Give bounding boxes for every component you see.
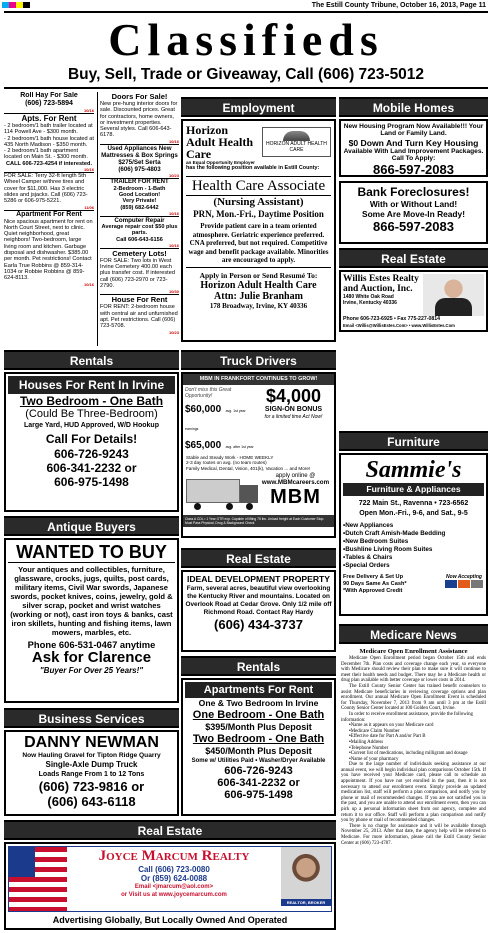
houses-for-rent-ad	[4, 372, 179, 512]
position-sub: (Nursing Assistant)	[213, 196, 304, 209]
wanted-phone: Phone 606-531-0467 anytime	[27, 639, 156, 650]
willis-name: Willis Estes Realty and Auction, Inc.	[343, 274, 419, 294]
mbm-pay1-row	[185, 399, 255, 435]
marcum-or: Or (859) 624-0088	[140, 874, 208, 883]
apts-title: Apts. For Rent	[21, 114, 77, 123]
apply-attn: Attn: Julie Branham	[214, 291, 303, 303]
mbm-apply: apply online @	[275, 473, 316, 480]
apartments-phone: 606-975-1498	[224, 789, 293, 801]
one-price: $395/Month Plus Deposit	[205, 722, 312, 732]
marcum-center	[67, 847, 281, 911]
cmyk-swatch	[2, 2, 30, 8]
houses-line3: Large Yard, HUD Approved, W/D Hookup	[24, 422, 159, 429]
apartments-for-rent-ad	[181, 678, 336, 816]
classifieds-left	[4, 92, 94, 346]
mbm-pay1-sub: avg. 1st year earnings	[185, 409, 246, 431]
trailer-line: Very Private!	[122, 198, 157, 205]
willis-row	[343, 274, 484, 316]
apartments-phone: 606-341-2232 or	[217, 777, 300, 789]
horizon-emblem-text: HORIZON ADULT HEALTH CARE	[266, 141, 327, 153]
horizon-logo: Horizon Adult Health Care	[186, 123, 254, 161]
truck-image	[186, 473, 260, 513]
doors-code: 10/16	[168, 138, 179, 144]
apts-line: - 2 bedroom/1 bath house located at 435 North Madison - $350 month.	[4, 135, 94, 148]
sammies-sub: Furniture & Appliances	[343, 483, 484, 496]
real-estate-bar-bottom: Real Estate	[4, 820, 336, 840]
broker-label: REALTOR, BROKER	[281, 899, 331, 906]
computer-title: Computer Repair	[114, 216, 165, 224]
horizon-logo-row	[186, 124, 331, 160]
mbm-truck-row	[183, 471, 334, 515]
employment-ad	[181, 119, 336, 342]
one-bed: One Bedroom - One Bath	[192, 709, 325, 721]
willis-text	[343, 274, 423, 316]
houses-line1: Two Bedroom - One Bath	[19, 394, 164, 408]
sammies-cash: 90 Days Same As Cash*	[343, 581, 407, 587]
trailer-line: 2-Bedroom - 1-Bath	[113, 185, 166, 192]
truck-drivers-bar: Truck Drivers	[181, 350, 336, 370]
wanted-to-buy-ad	[4, 538, 179, 703]
marcum-top	[8, 846, 332, 912]
cemetery-code: 10/30	[168, 289, 179, 295]
computer-code: 10/16	[168, 242, 179, 248]
apartment-title: Apartment For Rent	[16, 210, 82, 218]
medicare-title: Medicare Open Enrollment Assistance	[359, 648, 468, 655]
hay-code: 10/16	[83, 108, 94, 113]
house-code: 10/23	[168, 329, 179, 335]
medicare-list-item: • Name of your pharmacy	[349, 757, 486, 763]
newman-line3: Loads Range From 1 to 12 Tons	[38, 771, 145, 778]
mbm-left	[185, 387, 255, 453]
mobile-line2: Available With Land Improvement Packages. Call To Apply:	[343, 147, 484, 163]
mobile-phone: 866-597-2083	[373, 161, 454, 177]
houses-line2: (Could Be Three-Bedroom)	[25, 408, 158, 420]
antique-buyers-bar: Antique Buyers	[4, 516, 179, 536]
two-price: $450/Month Plus Deposit	[205, 746, 312, 756]
wheel-shape	[226, 503, 233, 510]
position-title: Health Care Associate	[186, 176, 331, 196]
mbm-banner: MBM IN FRANKFORT CONTINUES TO GROW!	[183, 374, 334, 385]
visa-card-icon	[445, 580, 457, 588]
mbm-pay2-row	[185, 435, 255, 453]
mbm-ad	[181, 372, 336, 538]
apartments-phone: 606-726-9243	[224, 765, 293, 777]
newman-phone2: (606) 643-6118	[47, 794, 136, 809]
sammies-hours: Open Mon.-Fri., 9-6, and Sat., 9-5	[359, 510, 468, 517]
mbm-act: for a limited time Act Now!	[264, 414, 323, 420]
cab-shape	[240, 485, 258, 503]
furniture-bar: Furniture	[339, 431, 488, 451]
houses-phone: 606-341-2232 or	[46, 461, 137, 475]
mbm-bonus-amt: $4,000	[265, 386, 322, 406]
wanted-quote: "Buyer For Over 25 Years!"	[39, 666, 144, 675]
mbm-bullets	[183, 455, 334, 471]
mastercard-icon	[458, 580, 470, 588]
sammies-delivery: Free Delivery & Set Up	[343, 574, 404, 580]
suit-shape	[435, 298, 472, 316]
sammies-footer-text	[343, 574, 444, 595]
wanted-title: WANTED TO BUY	[8, 542, 175, 563]
marcum-photo-block	[281, 847, 331, 911]
employment-desc: Provide patient care in a team oriented atmosphere. Geriatric experience preferred. CNA preferred, but not required. Competitive wage and benefit package available. Minorities are encouraged to apply.	[188, 222, 329, 265]
employment-bar: Employment	[181, 97, 336, 117]
rentals-bar-mid: Rentals	[181, 656, 336, 676]
hay-phone: (606) 723-5894	[25, 100, 73, 107]
medicare-p1: Medicare Open Enrollment period began October 15th and ends December 7th. Plan costs and coverage change each year, so everyone with Medicare should review their plan to make sure it will continue to meet their health needs and budget. There may be a Medicare health or drug plan available with better coverage or lower costs in 2014.	[341, 656, 486, 684]
mbm-pay2-sub: avg. after 1st year	[225, 445, 254, 449]
trailer-code: 10/16	[168, 210, 179, 216]
doors-title: Doors For Sale!	[111, 92, 168, 101]
ideal-property-ad	[181, 570, 336, 652]
header-bottom-rule	[4, 87, 488, 89]
bank-ad	[339, 181, 488, 244]
apts-line: - 2 bedroom/1 bath trailer located at 114 Powell Ave - $300 month.	[4, 123, 93, 136]
wanted-text: Your antiques and collectibles, furniture, glassware, crocks, jugs, quilts, post cards, military items, Civil War swords, Japanese swords, pocket knives, coins, jewelry, gold & silver scrap, pocket and wrist watches (working or not), cast iron toys & banks, cast iron skillets, hunting and fishing items, lawn mowers, marbles, etc.	[10, 565, 173, 637]
bank-phone: 866-597-2083	[373, 219, 454, 234]
newman-line1: Now Hauling Gravel for Tipton Ridge Quarry	[22, 752, 161, 759]
sammies-item: • Tables & Chairs	[343, 554, 484, 562]
two-bed: Two Bedroom - One Bath	[192, 733, 325, 745]
apts-code: 10/16	[83, 167, 94, 173]
appliances-code: 10/23	[168, 172, 179, 178]
property-phone: (606) 434-3737	[214, 617, 303, 632]
cards-block	[444, 574, 484, 595]
danny-newman-ad	[4, 730, 179, 816]
cemetery-title: Cemetery Lots!	[112, 248, 167, 258]
wanted-ask: Ask for Clarence	[31, 649, 152, 666]
willis-address1: 1480 White Oak Road	[343, 294, 394, 300]
willis-address2: Irvine, Kentucky 40336	[343, 300, 397, 306]
wheel-shape	[246, 503, 253, 510]
apts-line: - 2 bedroom/1 bath apartment located on Main St. - $300 month.	[4, 148, 88, 161]
newman-line2: Single-Axle Dump Truck	[45, 760, 138, 769]
sammies-address: 722 Main St., Ravenna • 723-6562	[358, 500, 469, 507]
property-title: IDEAL DEVELOPMENT PROPERTY	[186, 574, 331, 584]
mbm-bullet: Family Medical, Dental, Vision, 401(k), Vacation ... and More!	[186, 465, 311, 471]
computer-line: Average repair cost $50 plus parts.	[101, 223, 178, 237]
business-services-bar: Business Services	[4, 708, 179, 728]
mbm-apply-block	[260, 473, 331, 508]
joyce-marcum-ad	[4, 842, 336, 930]
eoe-text: an Equal Opportunity Employer	[186, 160, 255, 165]
mbm-pay2: $65,000	[185, 440, 222, 451]
apply-address: 178 Broadway, Irvine, KY 40336	[209, 302, 308, 311]
page-title: Classifieds	[108, 14, 384, 65]
cemetery-text: FOR SALE: Two lots in West Irvine Cemetery 400.00 each plus transfer cost. If interested call (606) 723-2970 or 723-2790.	[100, 257, 175, 290]
medicare-news-bar: Medicare News	[339, 624, 488, 644]
mobile-homes-ad	[339, 119, 488, 177]
apts-call: CALL 606-723-4254 if interested.	[5, 160, 92, 167]
rentals-bar-left: Rentals	[4, 350, 179, 370]
bank-title: Bank Foreclosures!	[357, 185, 470, 199]
realtor-photo	[423, 274, 484, 316]
apartment-text: Nice spacious apartment for rent on North Court Street, next to clinic. Quiet neighborhood, great neighbors! Two-bedroom, large living room and kitchen. Garbage disposal and dishwasher. $385.00 per month. Pet restrictions! Contact Earla True Robbins @ 859-314-1034 or Robbie Robbins @ 859-624-8113.	[4, 218, 93, 282]
apartments-banner: Apartments For Rent	[185, 682, 332, 698]
horizon-emblem	[262, 127, 331, 157]
willis-estes-ad	[339, 270, 488, 332]
real-estate-bar-right: Real Estate	[339, 248, 488, 268]
mobile-homes-bar: Mobile Homes	[339, 97, 488, 117]
apply-line: Apply in Person or Send Resumé To:	[199, 271, 318, 281]
trailer-title: TRAILER FOR RENT	[110, 178, 169, 185]
header-top-rule	[4, 11, 488, 13]
mobile-headline: $0 Down And Turn Key Housing	[348, 137, 479, 148]
apartments-sub: One & Two Bedroom In Irvine	[198, 698, 319, 708]
appliances-price: $275/Set Serta	[118, 158, 161, 166]
sammies-items	[343, 522, 484, 570]
real-estate-bar-mid: Real Estate	[181, 548, 336, 568]
medicare-list-item: • Current list of medications, including milligram and dosage	[349, 751, 486, 757]
mbm-logo: MBM	[270, 486, 321, 509]
marcum-name: Joyce Marcum Realty	[98, 848, 250, 864]
sammies-item: • Special Orders	[343, 562, 484, 570]
sammies-ad	[339, 453, 488, 616]
trailer-line: (859) 682-6442	[120, 204, 159, 211]
apartment-code: 10/16	[83, 281, 94, 287]
sammies-item: • New Appliances	[343, 522, 484, 530]
discover-card-icon	[471, 580, 483, 588]
card-icons	[444, 580, 484, 588]
property-text: Farm, several acres, beautiful view overlooking the Kentucky River and mountains. Located on Overlook Road at Cedar Grove. Only 1/2 mile off Richmond Road. Contact Ray Hardy	[185, 585, 332, 616]
mbm-fine: Class A CDL • 1 Year OTR exp. Capable of lifting 75 lbs. Unload freight at Each Customer Stop. Must Pass Physical, Drug & Background Check	[183, 515, 334, 527]
medicare-p3: In order to receive enrollment assistance, provide the following information:	[341, 711, 473, 723]
sammies-item: • Bushline Living Room Suites	[343, 546, 484, 554]
doors-text: New pre-hung interior doors for sale. Discounted prices. Great for contractors, home owners, or investment properties. Several styles. Call 606-643-6178.	[100, 101, 178, 139]
houses-banner: Houses For Rent In Irvine	[8, 376, 175, 394]
employment-tagline: has the following position available in Estill County:	[186, 165, 320, 172]
mbm-bonus: SIGN-ON BONUS	[264, 406, 323, 413]
bank-line2: Some Are Move-In Ready!	[361, 209, 465, 219]
mbm-pay1: $60,000	[185, 404, 222, 415]
medicare-list-item: • Telephone Number	[349, 746, 486, 752]
houses-phone: 606-975-1498	[54, 475, 129, 489]
apply-company: Horizon Adult Health Care	[200, 280, 317, 292]
classifieds-mid	[97, 92, 179, 346]
wheel-shape	[194, 503, 201, 510]
flag-icon	[9, 847, 67, 911]
computer-line: Call 606-643-6156	[116, 236, 163, 243]
medicare-list-item: • Name as it appears on your Medicare card	[349, 723, 486, 729]
mbm-miss: Don't miss this Great Opportunity!	[185, 387, 232, 399]
mbm-bullet: Stable and Steady Work - HOME WEEKLY	[186, 455, 274, 460]
willis-phone: Phone 606-723-6925 • Fax 775-227-0814	[343, 316, 440, 322]
medicare-list-item: • Medicare Claim Number	[349, 729, 486, 735]
mbm-bullet: 2-3 day routes on avg. (no team routes)	[186, 460, 267, 466]
sammies-name: Sammie's	[365, 457, 462, 483]
houses-details: Call For Details!	[45, 432, 138, 446]
newman-phone: (606) 723-9816 or	[38, 779, 145, 794]
camper-text: FOR SALE: Terry 32-ft length 5th Wheel Camper w/three tires and cover for $11,000. Has 3 electric slides and jsjacks. Call (606) 723-5286 or 606-975-5221.	[4, 173, 88, 205]
bank-line1: With or Without Land!	[369, 199, 458, 209]
newman-name: DANNY NEWMAN	[24, 734, 159, 751]
medicare-p5: There is no charge for assistance and it will be available through November 25, 2013. After that date, the agency help will be referred to Medicare. For more information, please call the Estill County Senior Center at (606) 723-4787.	[341, 823, 486, 846]
mbm-top-row	[183, 385, 334, 455]
camper-code: 11/06	[84, 204, 94, 210]
marcum-email: Email <jmarcum@aol.com>	[134, 884, 214, 890]
broker-photo	[281, 847, 331, 899]
house-title: House For Rent	[111, 295, 168, 305]
sammies-item: • Dutch Craft Amish-Made Bedding	[343, 530, 484, 538]
marcum-call: Call (606) 723-0080	[138, 865, 210, 874]
trailer-line: Good Location!	[118, 192, 161, 199]
accepting-text: Now Accepting	[446, 574, 482, 580]
willis-email: Email <Willis@WillisEstes.Com> • www.WillisEstes.Com	[343, 323, 455, 328]
marcum-tag: Advertising Globally, But Locally Owned And Operated	[52, 915, 288, 925]
position-hours: PRN, Mon.-Fri., Daytime Position	[193, 209, 324, 220]
medicare-list-item: • Mailing Address	[349, 740, 486, 746]
mbm-url: www.MBMcareers.com	[261, 479, 330, 487]
flag-canton	[9, 847, 35, 877]
houses-phone: 606-726-9243	[54, 447, 129, 461]
amenities: Some w/ Utilities Paid • Washer/Dryer Available	[191, 758, 326, 764]
medicare-article	[339, 646, 488, 930]
medicare-list-item: • Effective date for Part A and/or Part B	[349, 734, 486, 740]
medicare-p2: The Estill County Senior Center has trained benefit counselors to assist Medicare beneficiaries in reviewing coverage options and plan enrollment. Our annual Medicare Open Enrollment Event is scheduled for Thursday, November 7, 2013 from 9 am until 3 pm at the Estill County Senior Center located at 100 Golden Court, Irvine.	[341, 683, 486, 712]
trailer-shape	[186, 479, 240, 503]
mbm-right	[255, 387, 332, 453]
sunrise-icon	[283, 131, 310, 141]
mobile-line1: New Housing Program Now Available!!! Your Land or Family Land.	[343, 123, 484, 138]
sammies-item: • New Bedroom Suites	[343, 538, 484, 546]
house-text: FOR RENT: 2-bedroom house with central air and unfurnished apt. Pet restrictions. Call (606) 723-5708.	[100, 304, 178, 330]
sammies-footer	[343, 574, 484, 595]
appliances-phone: (606) 975-4803	[118, 165, 161, 173]
appliances-title: Used Appliances New Mattresses & Box Springs	[101, 144, 178, 159]
page-subtitle: Buy, Sell, Trade or Giveaway, Call (606) 723-5012	[67, 66, 425, 83]
paper-line: The Estill County Tribune, October 16, 2013, Page 11	[311, 2, 486, 9]
sammies-credit: *With Approved Credit	[343, 588, 403, 594]
hay-title: Roll Hay For Sale	[20, 92, 78, 99]
medicare-list	[341, 723, 486, 762]
marcum-web: or Visit us at www.joycemarcum.com	[121, 892, 227, 898]
medicare-p4: Due to the large number of individuals seeking assistance at our annual event, we will begin individual plan comparisons October 15th. If you have received your Medicare card, please call to schedule an appointment. If you have not yet enrolled in the past, then it is not necessary to attend our enrollment event. Simply provide an updated medication list, staff will perform a plan comparison, and notify you by phone or mail of recommended changes. If you are not satisfied you in the past, and you are unable to attend our enrollment event, then you can pick up a personal information sheet from our agency, complete and return it to our office. Staff will perform a plan comparison and notify you by phone or mail of recommended changes.	[341, 762, 486, 824]
